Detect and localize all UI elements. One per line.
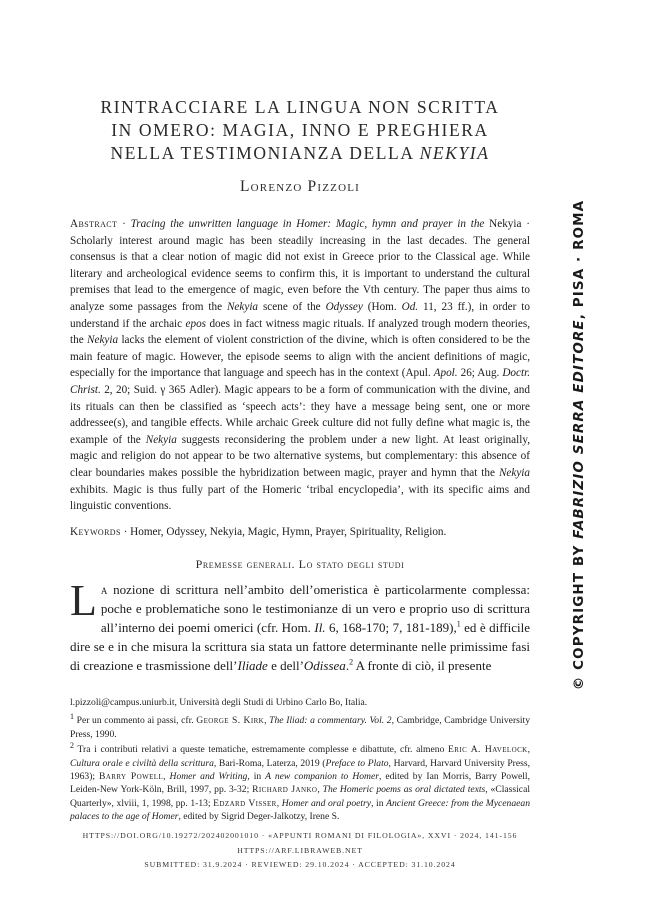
drop-cap: L [70, 576, 97, 625]
abstract-text: exhibits. Magic is thus fully part of the Homeric ‘tribal encyclopedia’, with its specific aims and linguistic conventions. [70, 483, 530, 513]
footnote-italic: Homer and Writing [169, 771, 248, 783]
copyright-notice [571, 200, 587, 690]
abstract-label: Abstract [70, 218, 118, 230]
abstract-italic: Nekyia [226, 300, 259, 313]
keywords [70, 524, 530, 540]
abstract-text: Scholarly interest around magic has been steadily increasing in the last decades. The general consensus is that a clear notion of magic did not exist in Greece prior to the Classical age. While literary and archeological evidence seems to confirm this, it is important to understand the cultural premises that lead to the emergence of magic, even before the Vth century. The paper thus aims to analyze some passages from the [70, 234, 530, 313]
footnote-author: George S. Kirk [196, 715, 265, 727]
abstract-italic: Doctr. Christ. [70, 367, 530, 396]
footnote-author: Edzard Visser [213, 797, 277, 809]
body-text: e dell’ [267, 658, 304, 673]
abstract-text: (Hom. [362, 300, 402, 313]
title-line-1: RINTRACCIARE LA LINGUA NON SCRITTA [100, 97, 500, 117]
abstract-text: lacks the element of violent constriction of the divine, which is often considered to be the main feature of magic. However, the episode seems to align with the ancient definitions of magic, especially for the importance that language and speech has in the context (Apul. [70, 334, 530, 380]
footnote-text: Per un commento ai passi, cfr. [74, 715, 197, 727]
keywords-label: Keywords [70, 526, 121, 538]
footnote-text: , Bari-Roma, Laterza, 2019 ( [213, 757, 326, 769]
abstract-text: suggests reconsidering the problem under a new light. At least originally, magic and religion do not appear to be two alternative systems, but complementary: this absence of clear boundaries makes possible the hybridization between magic, prayer and hymn that the [70, 433, 530, 479]
abstract-italic: Nekyia [498, 466, 530, 479]
author-name: Lorenzo Pizzoli [240, 178, 360, 195]
abstract-english-title: Tracing the unwritten language in Homer: Magic, hymn and prayer in the [130, 218, 485, 230]
footnote-text: , edited by Ian Morris, Barry Powell, Leiden-New York-Köln, Brill, 1997, pp. 3-32; [70, 771, 530, 796]
copyright-sidebar [564, 199, 594, 691]
footnote-ref-2[interactable]: 2 [349, 657, 354, 667]
footnote-italic: The Homeric poems as oral dictated texts [322, 784, 486, 796]
abstract-italic: Od. [401, 300, 419, 313]
abstract-separator: · [117, 218, 131, 230]
footnote-1 [70, 714, 530, 741]
copyright-prefix: © COPYRIGHT BY [571, 538, 587, 691]
author-affiliation-note: l.pizzoli@campus.uniurb.it, Università degli Studi di Urbino Carlo Bo, Italia. [70, 697, 368, 708]
footnote-author: Richard Janko [252, 784, 318, 796]
footnotes [70, 696, 530, 826]
footnote-1-number: 1 [70, 712, 74, 722]
abstract-title-tail: Nekyia · [484, 218, 530, 230]
footnote-text: , in [371, 797, 387, 809]
publication-metadata [70, 829, 530, 873]
website-line[interactable]: HTTPS://ARF.LIBRAWEB.NET [237, 845, 363, 855]
body-paragraph [70, 576, 531, 675]
abstract-italic: Nekyia [87, 334, 119, 347]
dates-line: SUBMITTED: 31.9.2024 · REVIEWED: 29.10.2024 · ACCEPTED: 31.10.2024 [144, 860, 456, 869]
abstract-text: 11, 23 ff.), in order to understand if the archaic [70, 300, 530, 330]
footnote-italic: Cultura orale e civiltà della scrittura [70, 757, 214, 769]
footnote-text: , «Classical Quarterly», xlviii, 1, 1998, pp. 1-13; [70, 784, 530, 809]
body-italic: Iliade [237, 658, 268, 673]
section-heading: Premesse generali. Lo stato degli studi [195, 557, 405, 571]
keywords-separator: · [120, 526, 131, 538]
abstract-italic: Odyssey [325, 300, 363, 313]
article-title [70, 96, 530, 165]
abstract [70, 216, 530, 515]
body-text: ed è difficile dire se e in che misura la scrittura sia stata un fattore determinante nelle primissime fasi di creazione e trasmissione dell’ [70, 620, 531, 673]
title-nekyia: NEKYIA [419, 143, 490, 163]
footnote-text: , [163, 771, 170, 783]
footnote-text: Tra i contributi relativi a queste tematiche, estremamente complesse e dibattute, cfr. almeno [74, 744, 449, 756]
footnote-text: , [317, 784, 323, 796]
footnote-text: , [276, 797, 282, 809]
footnote-2 [70, 743, 530, 823]
footnote-author: Eric A. Havelock [448, 744, 528, 756]
footnote-italic: Preface to Plato [325, 757, 389, 769]
footnote-text: , [527, 744, 530, 756]
footnote-text: , [264, 715, 270, 727]
footnote-text: , Harvard, Harvard University Press, 1963); [70, 757, 530, 783]
title-line-2: IN OMERO: MAGIA, INNO E PREGHIERA [111, 120, 489, 140]
body-italic: Il. [314, 620, 326, 635]
footnote-text: , Cambridge, Cambridge University Press, 1990. [70, 715, 530, 740]
footnote-italic: The Iliad: a commentary. Vol. 2 [269, 715, 392, 727]
abstract-italic: Nekyia [145, 433, 177, 446]
keywords-list: Homer, Odyssey, Nekyia, Magic, Hymn, Prayer, Spirituality, Religion. [130, 526, 447, 538]
footnote-text: , edited by Sigrid Deger-Jalkotzy, Irene S. [178, 811, 340, 823]
body-italic: Odissea [303, 658, 346, 673]
abstract-italic: epos [185, 317, 207, 330]
footnote-italic: Ancient Greece: from the Mycenaean palaces to the age of Homer [70, 797, 530, 823]
abstract-text: does in fact witness magic rituals. If analyzed trough modern theories, the [70, 317, 530, 347]
doi-line[interactable]: HTTPS://DOI.ORG/10.19272/202402001010 · «APPUNTI ROMANI DI FILOLOGIA», XXVI · 2024, 141-156 [82, 831, 518, 840]
copyright-publisher: FABRIZIO SERRA EDITORE [571, 319, 587, 539]
body-text: . [345, 658, 350, 673]
footnote-2-number: 2 [70, 741, 74, 751]
abstract-italic: Apol. [433, 367, 458, 380]
footnote-text: , in [247, 771, 266, 783]
footnote-author: Barry Powell [99, 771, 164, 783]
abstract-text: scene of the [258, 300, 326, 313]
abstract-text: 26; Aug. [457, 367, 503, 380]
footnote-ref-1[interactable]: 1 [456, 619, 461, 629]
body-text: nozione di scrittura nell’ambito dell’omeristica è particolarmente complessa: poche e problematiche sono le testimonianze di un vero e proprio uso di scrittura all’interno dei poemi omerici (cfr. Hom. [100, 582, 530, 635]
copyright-suffix: , PISA · ROMA [571, 199, 587, 320]
body-text: 6, 168-170; 7, 181-189), [325, 620, 457, 635]
footnote-italic: Homer and oral poetry [281, 797, 372, 809]
title-line-3-text: NELLA TESTIMONIANZA DELLA [110, 143, 420, 163]
drop-cap-continuation: a [100, 582, 108, 597]
body-text: A fronte di ciò, il presente [353, 658, 492, 673]
footnote-italic: A new companion to Homer [265, 771, 379, 783]
abstract-text: 2, 20; Suid. γ 365 Adler). Magic appears to be a form of communication with the divine, and its rituals can then be classified as ‘speech acts’: they have a message being sent, one or more addressee(s), and tangible effects. While archaic Greek culture did not fully define what magic is, the example of the [70, 383, 530, 446]
title-line-3 [70, 142, 530, 165]
